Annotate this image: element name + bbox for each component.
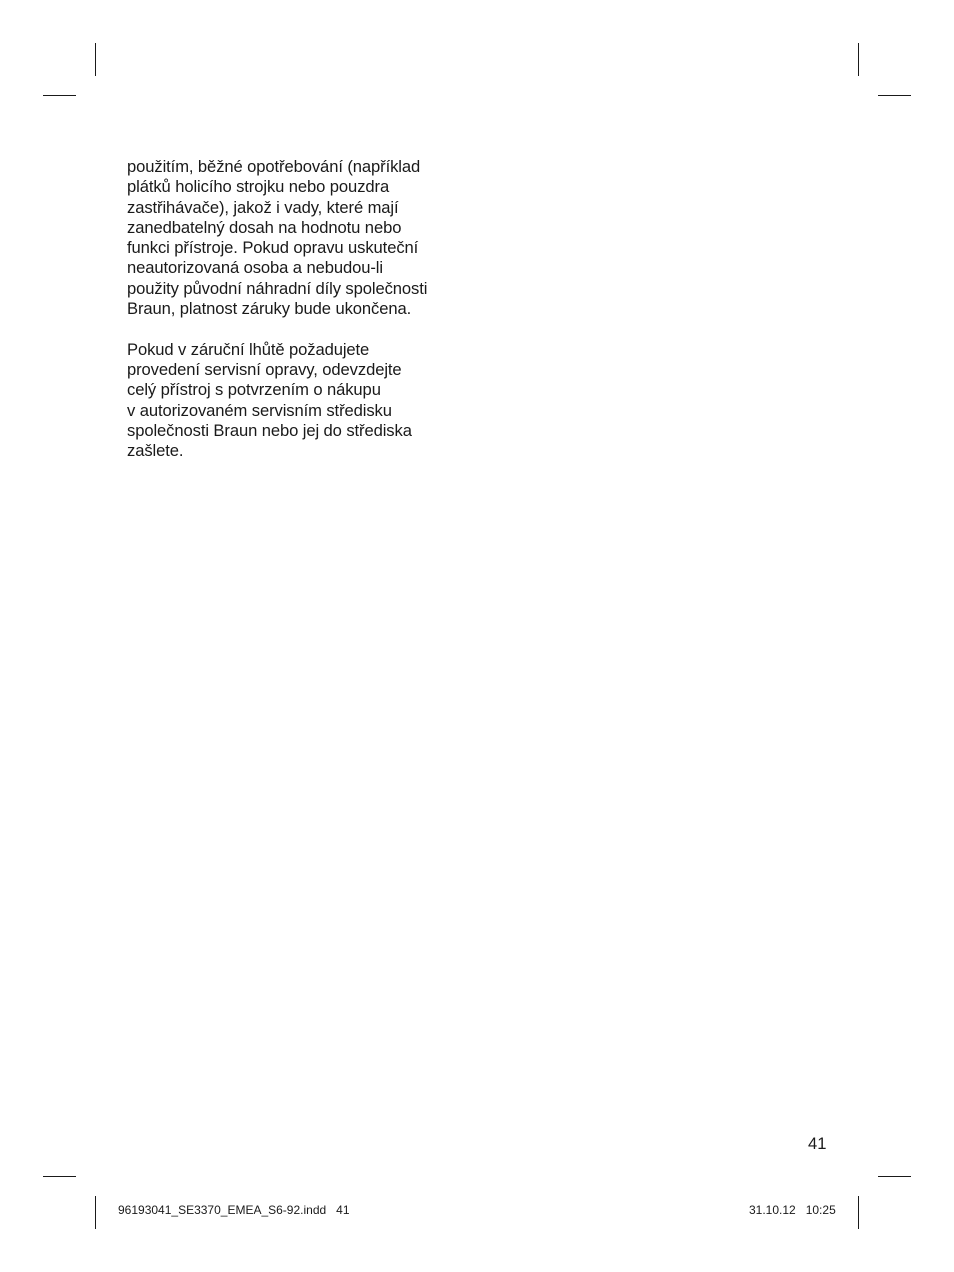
- text-line: neautorizovaná osoba a nebudou-li: [127, 258, 383, 278]
- slug-date-time: 31.10.12 10:25: [749, 1203, 836, 1217]
- text-line: plátků holicího strojku nebo pouzdra: [127, 177, 390, 197]
- text-line: použity původní náhradní díly společnosti: [127, 278, 428, 298]
- page-number: 41: [808, 1134, 827, 1153]
- crop-mark-bottom-right-vertical: [858, 1196, 859, 1229]
- text-column: [127, 157, 472, 461]
- text-line: zanedbatelný dosah na hodnotu nebo: [127, 217, 402, 237]
- crop-mark-top-right-vertical: [858, 43, 859, 76]
- crop-mark-bottom-left-horizontal: [43, 1176, 76, 1177]
- paragraph-warranty-exclusions: [127, 157, 472, 319]
- text-line: zastřihávače), jakož i vady, které mají: [127, 197, 399, 217]
- text-line: funkci přístroje. Pokud opravu uskuteční: [127, 238, 419, 258]
- text-line: provedení servisní opravy, odevzdejte: [127, 359, 402, 379]
- text-line: Braun, platnost záruky bude ukončena.: [127, 299, 412, 319]
- crop-mark-top-right-horizontal: [878, 95, 911, 96]
- crop-mark-top-left-horizontal: [43, 95, 76, 96]
- paragraph-service-request: [127, 340, 472, 462]
- crop-mark-bottom-right-horizontal: [878, 1176, 911, 1177]
- text-line: v autorizovaném servisním středisku: [127, 400, 392, 420]
- text-line: použitím, běžné opotřebování (například: [127, 157, 421, 176]
- slug-file-info: 96193041_SE3370_EMEA_S6-92.indd 41: [118, 1203, 350, 1217]
- text-line: společnosti Braun nebo jej do střediska: [127, 420, 412, 440]
- text-line: Pokud v záruční lhůtě požadujete: [127, 339, 370, 359]
- text-line: celý přístroj s potvrzením o nákupu: [127, 380, 381, 400]
- crop-mark-top-left-vertical: [95, 43, 96, 76]
- crop-mark-bottom-left-vertical: [95, 1196, 96, 1229]
- text-line: zašlete.: [127, 441, 184, 461]
